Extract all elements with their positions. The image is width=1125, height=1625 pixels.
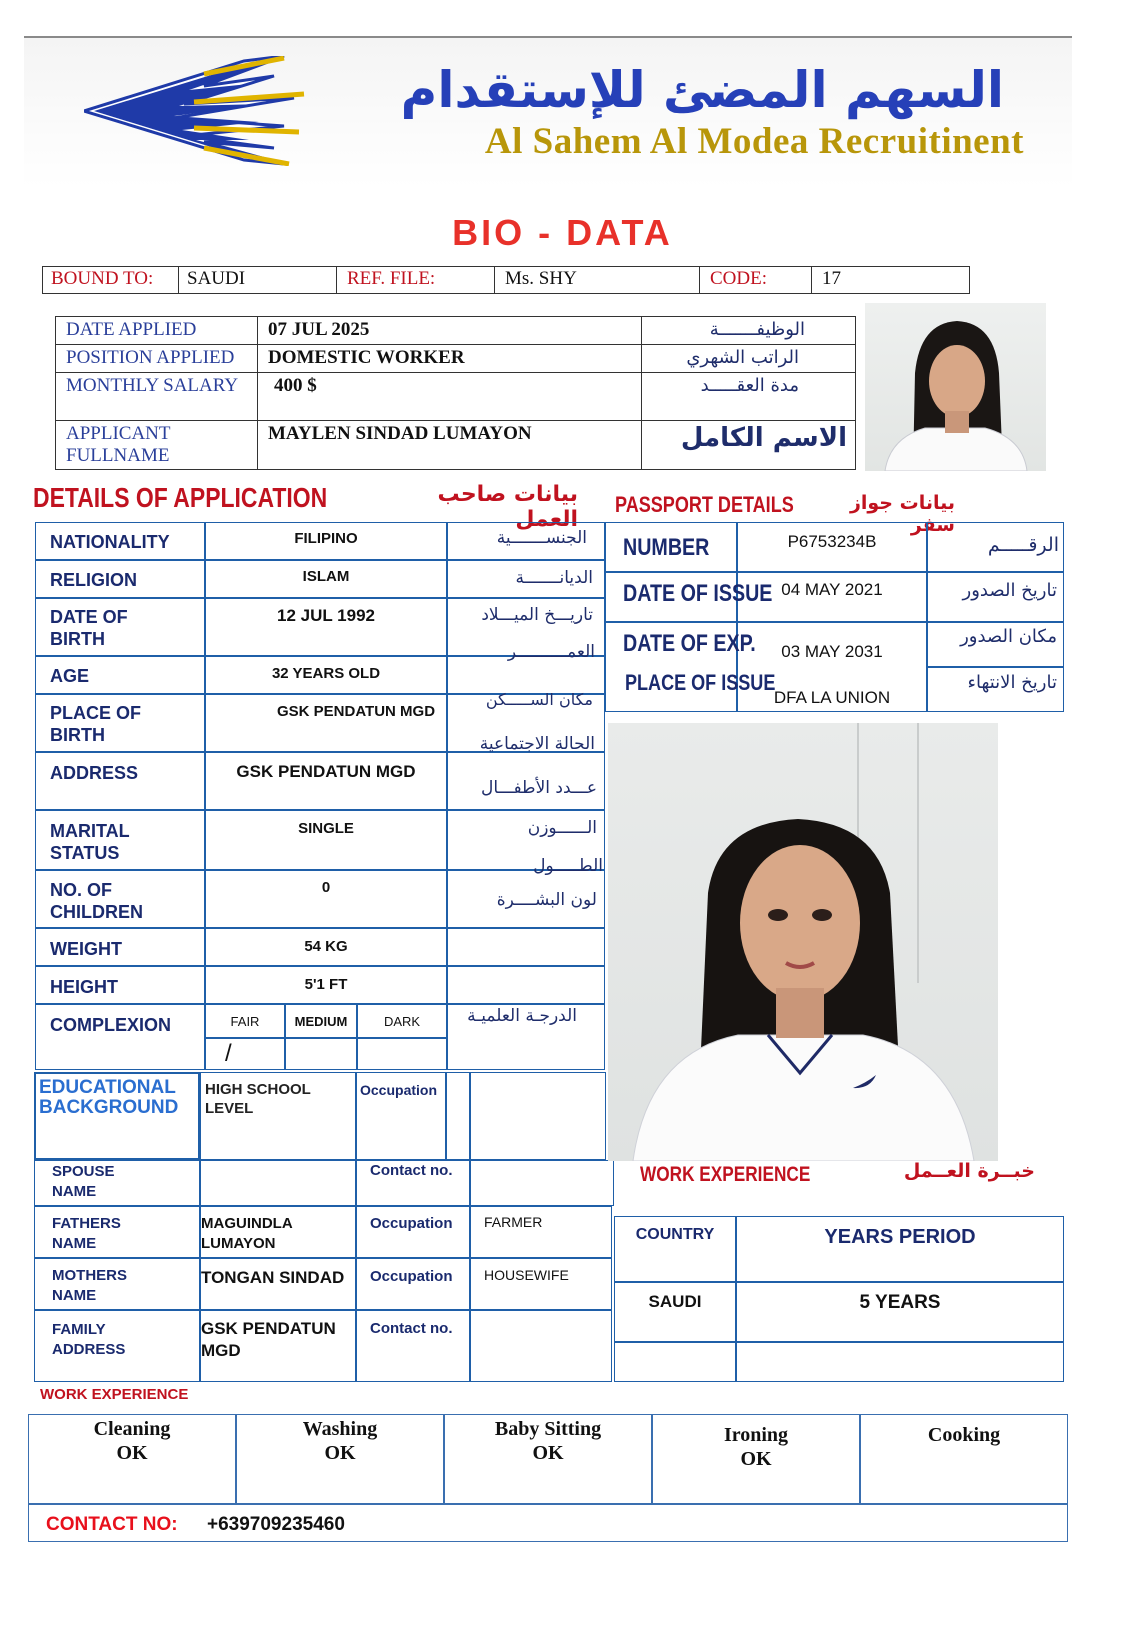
pob-label: PLACE OF BIRTH — [50, 703, 142, 745]
passport-number-label: NUMBER — [623, 534, 710, 561]
passport-exp-value: 03 MAY 2031 — [781, 642, 883, 661]
pob-value: GSK PENDATUN MGD — [276, 703, 436, 720]
skill-babysitting: Baby Sitting — [494, 1418, 602, 1440]
family-table — [34, 1072, 614, 1382]
skill-cleaning: Cleaning — [93, 1418, 171, 1440]
skill-ironing-status: OK — [740, 1448, 772, 1470]
passport-exp-label: DATE OF EXP. — [623, 630, 756, 657]
complexion-dark: DARK — [383, 1014, 421, 1029]
marital-value: SINGLE — [298, 820, 354, 837]
religion-value: ISLAM — [302, 568, 350, 585]
fullname-label: APPLICANT FULLNAME — [56, 421, 258, 470]
complexion-fair: FAIR — [230, 1014, 260, 1029]
skill-babysitting-status: OK — [532, 1442, 564, 1464]
bound-label: BOUND TO: — [43, 267, 179, 294]
mother-occupation-value: HOUSEWIFE — [484, 1267, 569, 1283]
details-table — [35, 522, 605, 1070]
passport-place-arabic: تاريخ الانتهاء — [967, 672, 1057, 693]
fullname-value: MAYLEN SINDAD LUMAYON — [258, 421, 642, 470]
work-exp-table — [614, 1216, 1064, 1382]
nationality-label: NATIONALITY — [50, 532, 170, 552]
age-arabic: العمــــــــــر — [507, 642, 595, 662]
height-label: HEIGHT — [50, 977, 119, 997]
children-label: NO. OF CHILDREN — [50, 880, 143, 922]
family-address-value: GSK PENDATUN MGD — [201, 1319, 336, 1360]
dob-arabic: تاريـــخ الميـــلاد — [481, 605, 593, 625]
date-applied-arabic: الوظيفـــــــة — [642, 317, 856, 345]
dob-label: DATE OF BIRTH — [50, 607, 128, 649]
children-arabic: عـــدد الأطفـــال — [480, 778, 597, 798]
passport-issue-label: DATE OF ISSUE — [623, 580, 773, 607]
skill-washing-status: OK — [324, 1442, 356, 1464]
passport-table — [605, 522, 1064, 712]
education-label: EDUCATIONAL BACKGROUND — [39, 1077, 179, 1118]
passport-issue-arabic: تاريخ الصدور — [962, 580, 1057, 601]
bound-value: SAUDI — [179, 267, 337, 294]
logo-english-text: Al Sahem Al Modea Recruitinent — [484, 121, 1024, 162]
ref-value: Ms. SHY — [495, 267, 700, 294]
complexion-medium: MEDIUM — [294, 1014, 348, 1029]
position-label: POSITION APPLIED — [56, 345, 258, 373]
complexion-label: COMPLEXION — [50, 1015, 172, 1035]
children-value: 0 — [321, 879, 331, 896]
salary-label: MONTHLY SALARY — [56, 373, 258, 421]
header-banner — [24, 36, 1072, 188]
passport-place-label: PLACE OF ISSUE — [625, 670, 776, 695]
address-value: GSK PENDATUN MGD — [236, 762, 416, 781]
skill-ironing: Ironing — [723, 1424, 789, 1446]
contact-value: +639709235460 — [207, 1514, 345, 1535]
skill-cleaning-status: OK — [116, 1442, 148, 1464]
passport-place-value: DFA LA UNION — [773, 688, 891, 707]
marital-arabic: الحالة الاجتماعية — [479, 734, 595, 754]
work-exp-heading-arabic: خبــرة العــمل — [903, 1160, 1035, 1182]
code-label: CODE: — [700, 267, 812, 294]
complexion-mark: / — [225, 1040, 232, 1067]
passport-number-value: P6753234B — [787, 532, 877, 551]
father-label: FATHERS NAME — [52, 1215, 121, 1252]
nationality-arabic: الجنســـــــية — [496, 528, 587, 548]
weight-label: WEIGHT — [50, 939, 122, 959]
marital-label: MARITAL STATUS — [50, 821, 130, 863]
family-contact-label: Contact no. — [370, 1320, 453, 1337]
mother-occupation-label: Occupation — [370, 1268, 453, 1285]
work-period-value: 5 YEARS — [859, 1292, 941, 1313]
passport-issue-value: 04 MAY 2021 — [781, 580, 883, 599]
skill-cooking: Cooking — [927, 1424, 1001, 1446]
education-arabic: الدرجـة العلميـة — [467, 1006, 577, 1026]
work-exp-heading: WORK EXPERIENCE — [640, 1163, 811, 1186]
education-value: HIGH SCHOOL LEVEL — [205, 1081, 311, 1117]
page-title: BIO - DATA — [452, 212, 673, 253]
fullname-arabic: الاسم الكامل — [642, 421, 856, 470]
salary-value: 400 $ — [258, 373, 642, 421]
height-arabic: الطـــــول — [533, 856, 603, 876]
date-applied-label: DATE APPLIED — [56, 317, 258, 345]
applicant-photo-small — [865, 303, 1046, 471]
father-occupation-label: Occupation — [370, 1215, 453, 1232]
contact-box — [28, 1504, 1068, 1542]
work-period-header: YEARS PERIOD — [824, 1226, 976, 1248]
applicant-photo-large — [608, 723, 998, 1161]
dob-value: 12 JUL 1992 — [277, 606, 375, 625]
details-heading: DETAILS OF APPLICATION — [33, 482, 328, 513]
position-value: DOMESTIC WORKER — [258, 345, 642, 373]
spouse-label: SPOUSE NAME — [52, 1163, 115, 1200]
work-country-value: SAUDI — [648, 1292, 702, 1311]
religion-arabic: الديانـــــــة — [515, 568, 593, 588]
skills-table — [28, 1414, 1068, 1504]
details-heading-arabic: بيانات صاحب العمل — [437, 482, 578, 532]
logo-arabic-text: السهم المضئ للإستقدام — [400, 61, 1004, 119]
contact-label: CONTACT NO: — [46, 1514, 178, 1535]
nationality-value: FILIPINO — [294, 530, 358, 547]
ref-label: REF. FILE: — [337, 267, 495, 294]
family-address-label: FAMILY ADDRESS — [52, 1321, 126, 1358]
height-value: 5'1 FT — [304, 976, 348, 993]
complexion-arabic: لون البشــــرة — [496, 890, 597, 910]
skill-washing: Washing — [302, 1418, 378, 1440]
salary-arabic: مدة العقـــــد — [642, 373, 856, 421]
age-label: AGE — [50, 666, 90, 686]
passport-heading-arabic: بيانات جواز سفر — [849, 492, 955, 536]
weight-arabic: الــــــوزن — [527, 818, 597, 838]
mother-label: MOTHERS NAME — [52, 1267, 127, 1304]
religion-label: RELIGION — [50, 570, 138, 590]
weight-value: 54 KG — [304, 938, 348, 955]
top-info-table — [55, 316, 856, 470]
passport-number-arabic: الرقـــــم — [987, 534, 1059, 556]
spouse-contact-label: Contact no. — [370, 1162, 453, 1179]
age-value: 32 YEARS OLD — [271, 665, 381, 682]
skills-heading: WORK EXPERIENCE — [40, 1386, 189, 1403]
mother-value: TONGAN SINDAD — [201, 1268, 345, 1287]
passport-exp-arabic: مكان الصدور — [960, 626, 1057, 647]
ref-row — [42, 266, 970, 294]
education-occupation-label: Occupation — [360, 1082, 438, 1098]
work-country-header: COUNTRY — [635, 1226, 715, 1243]
code-value: 17 — [812, 267, 970, 294]
father-value: MAGUINDLA LUMAYON — [201, 1215, 293, 1252]
pob-arabic: مكان الســـــكن — [485, 690, 593, 709]
father-occupation-value: FARMER — [484, 1214, 543, 1230]
passport-heading: PASSPORT DETAILS — [615, 492, 794, 517]
position-arabic: الراتب الشهري — [642, 345, 856, 373]
address-label: ADDRESS — [50, 763, 139, 783]
logo-arrow-icon — [84, 56, 314, 166]
date-applied-value: 07 JUL 2025 — [258, 317, 642, 345]
